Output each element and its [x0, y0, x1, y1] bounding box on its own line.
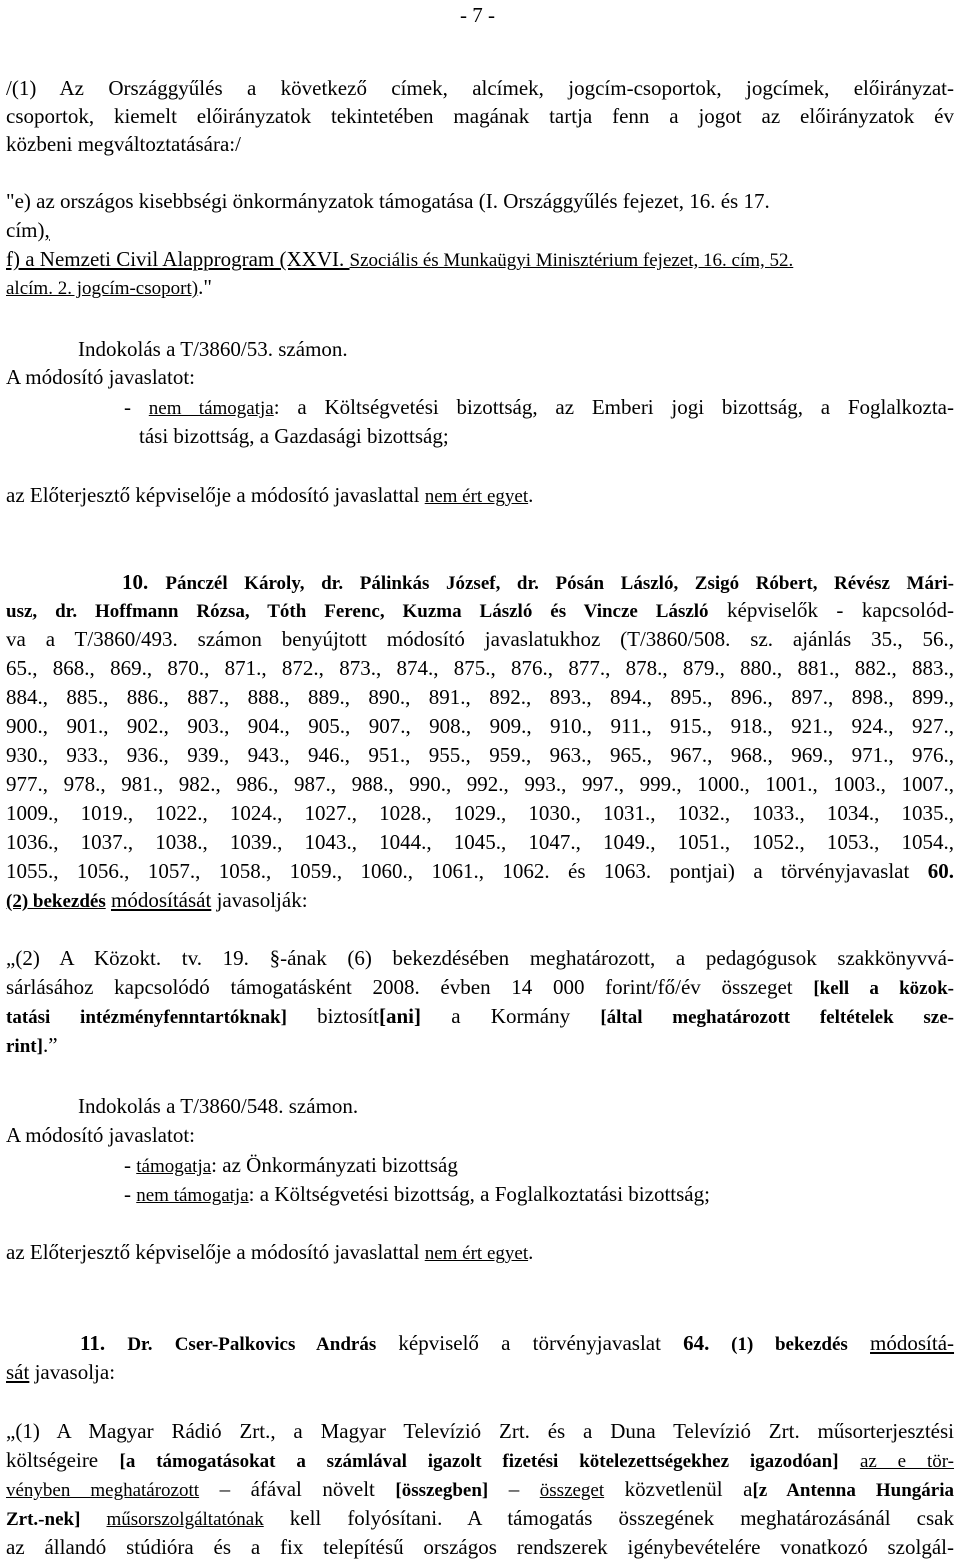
- item10-modositasat: módosítását: [110, 888, 212, 912]
- deleted-text: [összegben]: [395, 1480, 489, 1501]
- period: .: [528, 1240, 534, 1264]
- quote-text: a Kormány: [421, 1004, 601, 1028]
- item11-modositasat-cont: sát: [6, 1360, 30, 1384]
- item10-quote-line-4: [6, 1032, 58, 1060]
- intro-line-1: /(1) Az Országgyűlés a következő címek, alcímek, jogcím-csoportok, jogcímek, előirányzat-: [6, 76, 954, 100]
- item10-bekezdes: (2) bekezdés: [6, 891, 106, 912]
- quote-text: költségeire: [6, 1448, 120, 1472]
- item11-bekezdes: (1) bekezdés: [709, 1334, 848, 1355]
- nem-ert-egyet: nem ért egyet: [424, 1243, 529, 1264]
- indoklas-10: Indokolás a T/3860/548. számon.: [78, 1094, 359, 1118]
- indoklas-9: Indokolás a T/3860/53. számon.: [78, 337, 348, 361]
- item10-number-list-5: 977., 978., 981., 982., 986., 987., 988., 990., 992., 993., 997., 999., 1000., 1001., 1003., 1007.,: [6, 772, 954, 796]
- item10-number-list-2: 884., 885., 886., 887., 888., 889., 890., 891., 892., 893., 894., 895., 896., 897., 898., 899.,: [6, 685, 954, 709]
- eloterjeszto-9: [6, 482, 533, 510]
- dash: -: [124, 395, 149, 419]
- item11-quote-line-3: [6, 1476, 954, 1504]
- item11-modositasat: módosítá-: [870, 1331, 955, 1355]
- nem-ert-egyet: nem ért egyet: [424, 486, 529, 507]
- item10-quote-line-1: „(2) A Közokt. tv. 19. §-ának (6) bekezdésében meghatározott, a pedagógusok szakkönyvvá-: [6, 946, 954, 970]
- committee-opinion-9-line-1: [124, 394, 954, 422]
- deleted-text: [ani]: [379, 1004, 421, 1028]
- quote-text: –: [488, 1477, 540, 1501]
- committee-oppose-10: [124, 1181, 710, 1209]
- item10-line-3: va a T/3860/493. számon benyújtott módosító javaslatukhoz (T/3860/508. sz. ajánlás 35., 56.,: [6, 627, 954, 651]
- tamogatja-label: támogatja: [136, 1156, 212, 1177]
- dash: -: [124, 1182, 137, 1206]
- intro-line-3: közbeni megváltoztatására:/: [6, 132, 241, 156]
- item10-number-list-1: 65., 868., 869., 870., 871., 872., 873., 874., 875., 876., 877., 878., 879., 880., 881., 882., 883.,: [6, 656, 954, 680]
- quote-f-line-1: [6, 246, 793, 274]
- quote-f-inserted-start: f) a Nemzeti Civil Alapprogram (XXVI.: [6, 247, 350, 271]
- item11-quote-line-1: „(1) A Magyar Rádió Zrt., a Magyar Televízió Zrt. és a Duna Televízió Zrt. műsorterjesztési: [6, 1419, 954, 1443]
- committee-list: : a Költségvetési bizottság, az Emberi jogi bizottság, a Foglalkozta-: [273, 395, 954, 419]
- quote-close: .”: [42, 1033, 58, 1057]
- item10-quote-line-3: [6, 1003, 954, 1031]
- inserted-text: vényben meghatározott: [6, 1480, 200, 1501]
- quote-f-inserted-end: alcím. 2. jogcím-csoport): [6, 278, 199, 299]
- item10-line-12: [6, 887, 308, 915]
- item10-number-list-4: 930., 933., 936., 939., 943., 946., 951., 955., 959., 963., 965., 967., 968., 969., 971., 976.,: [6, 743, 954, 767]
- quote-text: biztosít: [286, 1004, 379, 1028]
- item10-number: 10.: [122, 570, 149, 594]
- item10-line-2: [6, 597, 954, 625]
- quote-text: közvetlenül a: [604, 1477, 753, 1501]
- quote-close: .": [198, 275, 212, 299]
- deleted-text: [által meghatározott feltételek sze-: [600, 1007, 954, 1028]
- space: [839, 1448, 860, 1472]
- item10-authors: Pánczél Károly, dr. Pálinkás József, dr. Pósán László, Zsigó Róbert, Révész Mári-: [165, 573, 955, 594]
- nem-tamogatja-label: nem támogatja: [148, 398, 274, 419]
- quote-e-line-1: "e) az országos kisebbségi önkormányzatok támogatása (I. Országgyűlés fejezet, 16. és 17.: [6, 189, 770, 213]
- javaslat-heading-10: A módosító javaslatot:: [6, 1123, 195, 1147]
- inserted-text: az e tör-: [859, 1451, 955, 1472]
- inserted-text: műsorszolgáltatónak: [106, 1509, 264, 1530]
- item11-author: Cser-Palkovics András: [174, 1334, 377, 1355]
- space: [848, 1331, 870, 1355]
- nem-tamogatja-label: nem támogatja: [136, 1185, 249, 1206]
- quote-f-inserted-ministry: Szociális és Munkaügyi Minisztérium fejezet, 16. cím, 52.: [349, 250, 794, 271]
- committee-list: : az Önkormányzati bizottság: [211, 1153, 458, 1177]
- item10-number-list-6: 1009., 1019., 1022., 1024., 1027., 1028., 1029., 1030., 1031., 1032., 1033., 1034., 1035.,: [6, 801, 954, 825]
- item10-authors-cont: usz, dr. Hoffmann Rózsa, Tóth Ferenc, Kuzma László és Vincze László: [6, 601, 709, 622]
- item11-quote-line-5: az állandó stúdióra és a fix telepítésű országos rendszerek igénybevételére vonatkozó szolgál-: [6, 1535, 954, 1559]
- item10-points-end: 1055., 1056., 1057., 1058., 1059., 1060., 1061., 1062. és 1063. pontjai) a törvényjavaslat: [6, 859, 928, 883]
- item10-kepviselok: képviselők - kapcsolód-: [708, 598, 954, 622]
- deleted-text: [kell a közok-: [813, 978, 954, 999]
- deleted-text: [z Antenna Hungária: [752, 1480, 955, 1501]
- item11-number: 11.: [80, 1331, 106, 1355]
- committee-list: : a Költségvetési bizottság, a Foglalkoztatási bizottság;: [248, 1182, 710, 1206]
- quote-text: sárlásához kapcsolódó támogatásként 2008. évben 14 000 forint/fő/év összeget: [6, 975, 814, 999]
- committee-opinion-9-line-2: tási bizottság, a Gazdasági bizottság;: [139, 424, 449, 448]
- item10-number-list-7: 1036., 1037., 1038., 1039., 1043., 1044., 1045., 1047., 1049., 1051., 1052., 1053., 1054.,: [6, 830, 954, 854]
- deleted-text: rint]: [6, 1036, 43, 1057]
- cim-text: cím): [6, 218, 45, 242]
- item11-line-2: [6, 1359, 115, 1385]
- javaslat-heading-9: A módosító javaslatot:: [6, 365, 195, 389]
- quote-text: – áfával növelt: [199, 1477, 396, 1501]
- item10-javasoljak: javasolják:: [211, 888, 308, 912]
- page-number: - 7 -: [460, 3, 495, 27]
- item11-javasolja: javasolja:: [29, 1360, 116, 1384]
- eloterjeszto-text: az Előterjesztő képviselője a módosító javaslattal: [6, 483, 425, 507]
- dash: -: [124, 1153, 137, 1177]
- item10-number-list-3: 900., 901., 902., 903., 904., 905., 907., 908., 909., 910., 911., 915., 918., 921., 924., 927.,: [6, 714, 954, 738]
- quote-text: kell folyósítani. A támogatás összegének meghatározásánál csak: [263, 1506, 954, 1530]
- item11-quote-line-2: [6, 1447, 954, 1475]
- space: [80, 1506, 106, 1530]
- eloterjeszto-10: [6, 1239, 533, 1267]
- deleted-text: tatási intézményfenntartóknak]: [6, 1007, 287, 1028]
- item11-line-1: [80, 1330, 954, 1358]
- quote-f-line-2: [6, 274, 212, 302]
- committee-support-10: [124, 1152, 458, 1180]
- item10-line-11: [6, 858, 954, 884]
- item10-line-1: [122, 569, 954, 597]
- eloterjeszto-text: az Előterjesztő képviselője a módosító javaslattal: [6, 1240, 425, 1264]
- item10-section-60: 60.: [927, 859, 954, 883]
- inserted-text: összeget: [539, 1480, 605, 1501]
- underlined-comma: ,: [44, 218, 50, 242]
- deleted-text: Zrt.-nek]: [6, 1509, 81, 1530]
- intro-line-2: csoportok, kiemelt előirányzatok tekintetében magának tartja fenn a jogot az előirányzatok év: [6, 104, 954, 128]
- item11-section-64: 64.: [683, 1331, 710, 1355]
- item11-quote-line-4: [6, 1505, 954, 1533]
- period: .: [528, 483, 534, 507]
- deleted-text: [a támogatásokat a számlával igazolt fizetési kötelezettségekhez igazodóan]: [119, 1451, 839, 1472]
- quote-e-line-2: [6, 217, 50, 243]
- item10-quote-line-2: [6, 974, 954, 1002]
- item11-kepviselo: képviselő a törvényjavaslat: [376, 1331, 684, 1355]
- item11-dr: Dr.: [127, 1334, 153, 1355]
